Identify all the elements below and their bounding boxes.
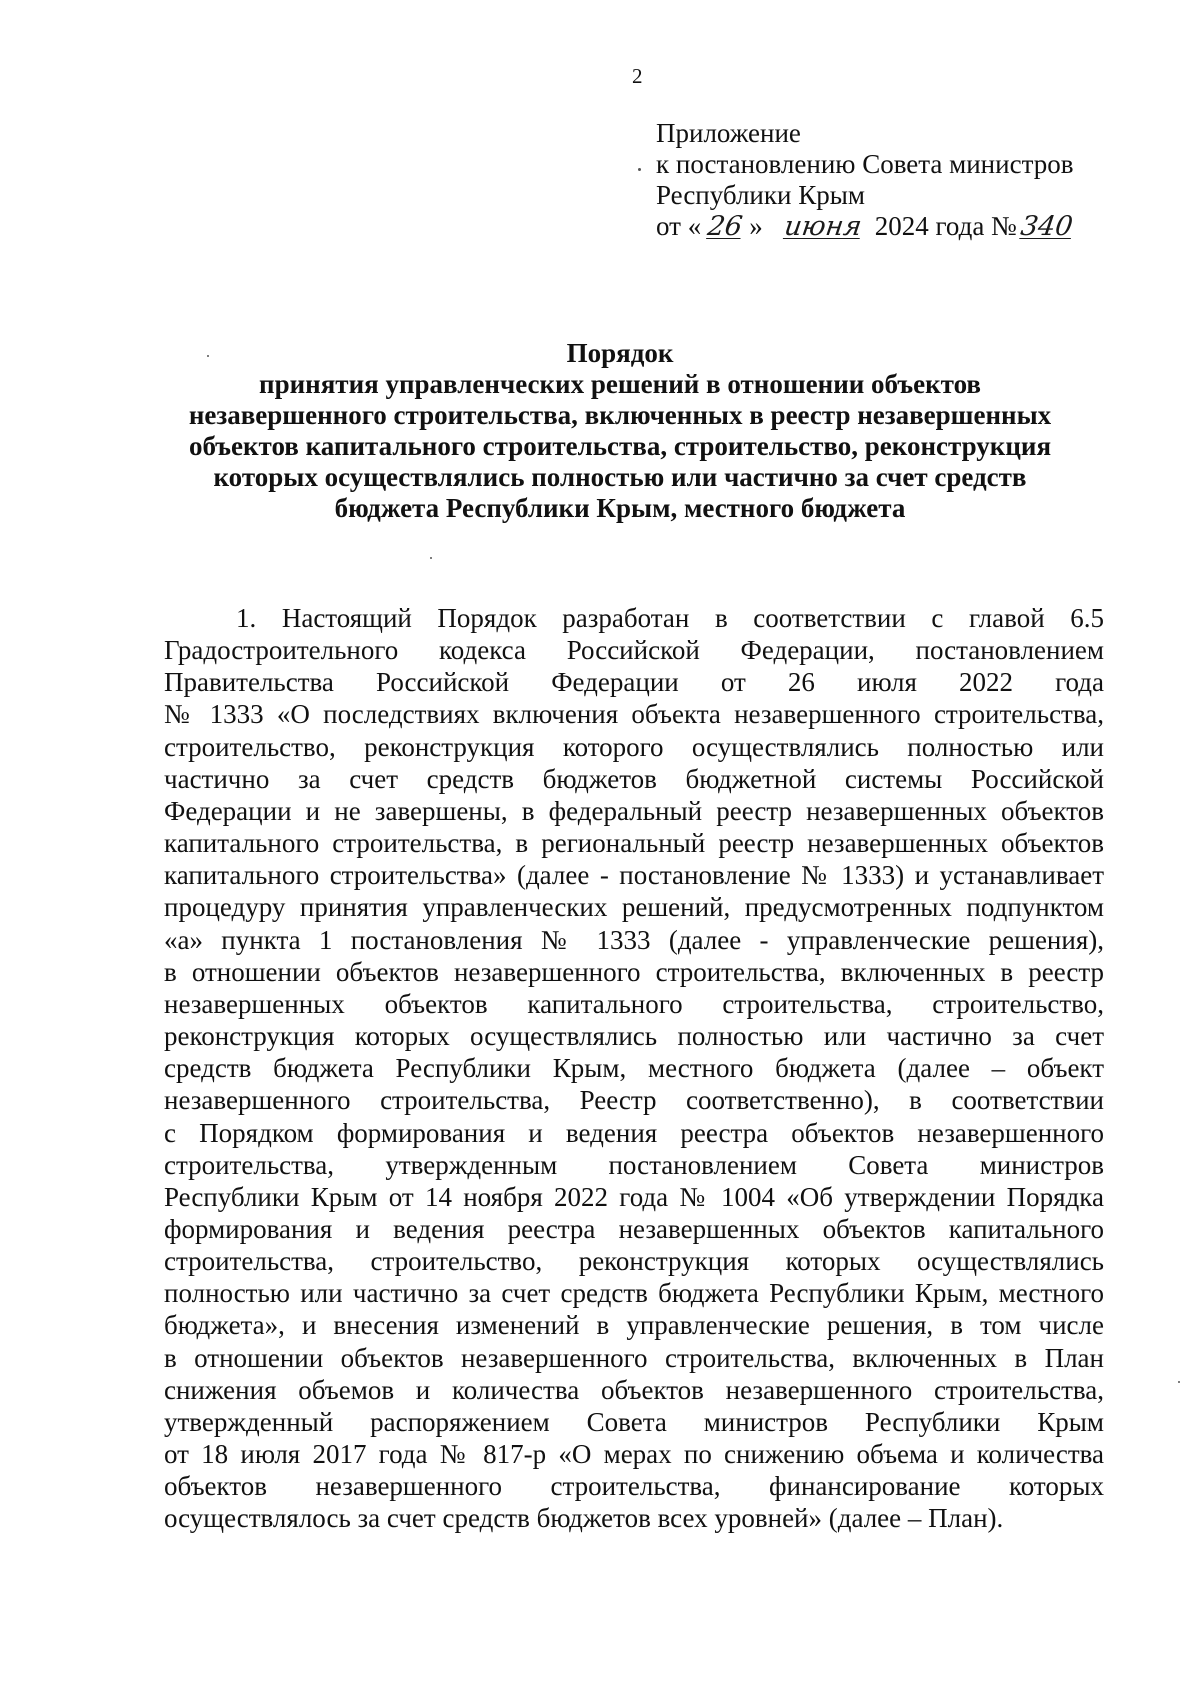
handwritten-day: 26 — [705, 211, 745, 242]
title-line: которых осуществлялись полностью или частично за счет средств — [213, 462, 1027, 492]
scan-speck — [207, 355, 209, 357]
paragraph-line: полностью или частично за счет средств бюджета Республики Крым, местного — [164, 1278, 1104, 1309]
paragraph-line: с Порядком формирования и ведения реестра объектов незавершенного — [164, 1117, 1104, 1148]
paragraph-line: в отношении объектов незавершенного строительства, включенных в реестр — [164, 956, 1104, 987]
date-prefix: от « — [656, 211, 702, 241]
appendix-republic-line: Республики Крым — [656, 180, 865, 210]
paragraph-line: Федерации и не завершены, в федеральный реестр незавершенных объектов — [164, 795, 1104, 826]
paragraph-line: строительства, строительство, реконструкция которых осуществлялись — [164, 1246, 1104, 1277]
paragraph-line: в отношении объектов незавершенного строительства, включенных в План — [164, 1342, 1104, 1373]
appendix-block — [656, 118, 1156, 242]
title-line: принятия управленческих решений в отношении объектов — [259, 369, 981, 399]
paragraph-line: незавершенных объектов капитального строительства, строительство, — [164, 988, 1104, 1019]
document-title — [160, 338, 1080, 524]
paragraph-line: строительство, реконструкция которого осуществлялись полностью или — [164, 731, 1104, 762]
paragraph-line: капитального строительства, в региональный реестр незавершенных объектов — [164, 828, 1104, 859]
scan-speck — [638, 168, 641, 171]
paragraph-line: № 1333 «О последствиях включения объекта незавершенного строительства, — [164, 699, 1104, 730]
paragraph-line: Градостроительного кодекса Российской Федерации, постановлением — [164, 635, 1104, 666]
paragraph-line: Республики Крым от 14 ноября 2022 года № 1004 «Об утверждении Порядка — [164, 1181, 1104, 1212]
date-mid: » — [749, 211, 763, 241]
date-suffix: 2024 года № — [874, 211, 1017, 241]
scan-speck — [430, 557, 432, 559]
paragraph-line: утвержденный распоряжением Совета министров Республики Крым — [164, 1406, 1104, 1437]
title-line: бюджета Республики Крым, местного бюджета — [334, 493, 906, 523]
paragraph-line: незавершенного строительства, Реестр соответственно), в соответствии — [164, 1085, 1104, 1116]
handwritten-number: 340 — [1018, 211, 1075, 242]
paragraph-1 — [164, 602, 1104, 1535]
paragraph-line: капитального строительства» (далее - постановление № 1333) и устанавливает — [164, 860, 1104, 891]
paragraph-line: процедуру принятия управленческих решений, предусмотренных подпунктом — [164, 892, 1104, 923]
paragraph-line: снижения объемов и количества объектов незавершенного строительства, — [164, 1374, 1104, 1405]
scan-speck — [1178, 1381, 1180, 1383]
paragraph-line: объектов незавершенного строительства, финансирование которых — [164, 1471, 1104, 1502]
title-heading: Порядок — [566, 338, 674, 368]
paragraph-line: реконструкция которых осуществлялись полностью или частично за счет — [164, 1021, 1104, 1052]
paragraph-line: бюджета», и внесения изменений в управленческие решения, в том числе — [164, 1310, 1104, 1341]
appendix-label: Приложение — [656, 118, 801, 148]
paragraph-line: осуществлялось за счет средств бюджетов всех уровней» (далее – План). — [164, 1503, 1004, 1534]
paragraph-line: строительства, утвержденным постановлением Совета министров — [164, 1149, 1104, 1180]
page-number: 2 — [632, 64, 643, 88]
appendix-date-line — [656, 211, 1156, 242]
paragraph-line: «а» пункта 1 постановления № 1333 (далее - управленческие решения), — [164, 924, 1104, 955]
paragraph-line: Правительства Российской Федерации от 26 июля 2022 года — [164, 667, 1104, 698]
paragraph-line: средств бюджета Республики Крым, местного бюджета (далее – объект — [164, 1053, 1104, 1084]
paragraph-line: от 18 июля 2017 года № 817-р «О мерах по снижению объема и количества — [164, 1439, 1104, 1470]
title-line: незавершенного строительства, включенных в реестр незавершенных — [188, 400, 1052, 430]
title-line: объектов капитального строительства, строительство, реконструкция — [188, 431, 1052, 461]
paragraph-line: частично за счет средств бюджетов бюджетной системы Российской — [164, 763, 1104, 794]
appendix-resolution-line: к постановлению Совета министров — [656, 149, 1074, 179]
handwritten-month: июня — [782, 211, 864, 242]
paragraph-line: 1. Настоящий Порядок разработан в соответствии с главой 6.5 — [236, 603, 1104, 633]
paragraph-line: формирования и ведения реестра незавершенных объектов капитального — [164, 1213, 1104, 1244]
